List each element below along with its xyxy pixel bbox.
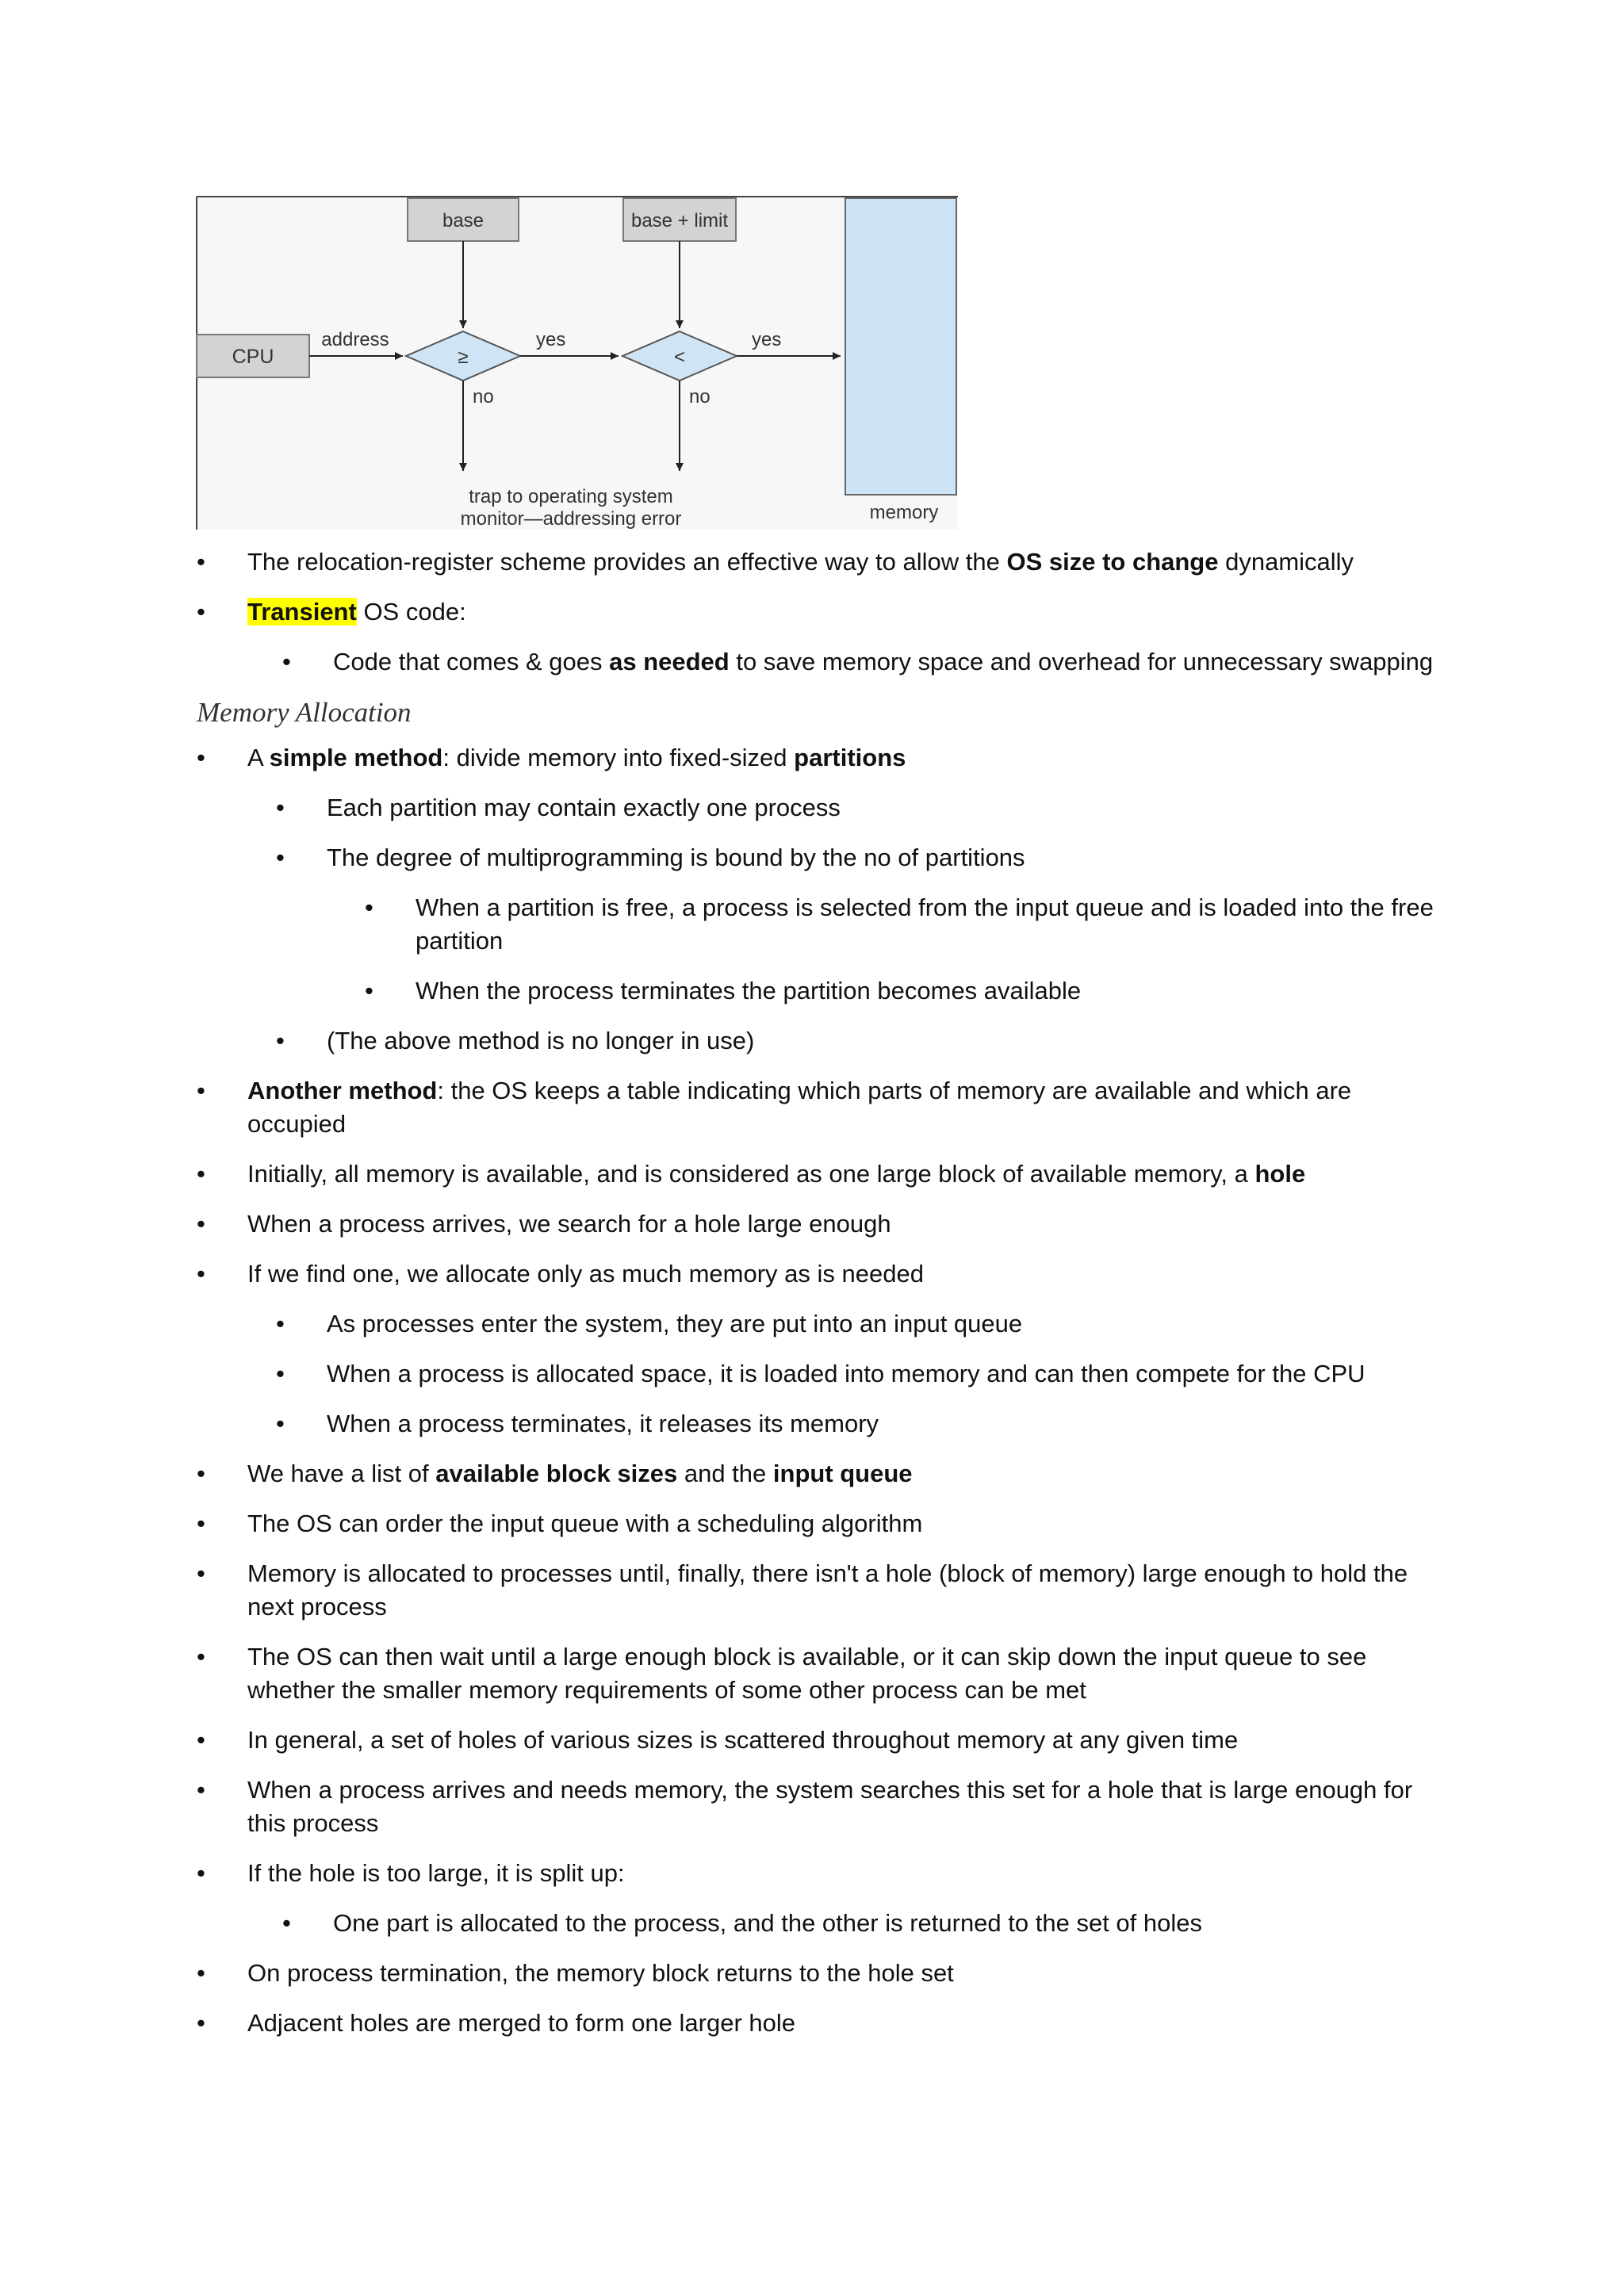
bullet-simple-sub2: • The degree of multiprogramming is bound by the no of partitions xyxy=(276,844,1025,871)
bullet-general: • In general, a set of holes of various sizes is scattered throughout memory at any given time xyxy=(197,1726,1239,1754)
memory-label: memory xyxy=(869,502,939,523)
bullet-another-method: • Another method: the OS keeps a table indicating which parts of memory are available and which are occupied xyxy=(197,1077,1352,1138)
bullet-simple-sub2-a: • When a partition is free, a process is selected from the input queue and is loaded into the free partition xyxy=(365,894,1434,955)
bullet-transient-sub: • Code that comes & goes as needed to save memory space and overhead for unnecessary swapping xyxy=(282,648,1434,675)
section-heading: Memory Allocation xyxy=(197,697,412,728)
no-label-1: no xyxy=(473,386,494,408)
relocation-diagram xyxy=(0,0,1624,539)
bullet-arrives: • When a process arrives, we search for a hole large enough xyxy=(197,1210,891,1238)
bullet-order: • The OS can order the input queue with a scheduling algorithm xyxy=(197,1510,923,1537)
bullet-find-sub1: • As processes enter the system, they are put into an input queue xyxy=(276,1310,1023,1337)
document-body xyxy=(197,545,1434,2057)
base-label: base xyxy=(442,210,485,232)
memory-block xyxy=(845,198,956,495)
bullet-relocation: • The relocation-register scheme provides an effective way to allow the OS size to change dynamically xyxy=(197,548,1354,576)
compare-ge-symbol: ≥ xyxy=(458,346,469,368)
bullet-allocated: • Memory is allocated to processes until, finally, there isn't a hole (block of memory) large enough to hold the next process xyxy=(197,1559,1408,1621)
bullet-find: • If we find one, we allocate only as much memory as is needed xyxy=(197,1260,924,1288)
yes-label-1: yes xyxy=(536,329,566,350)
bullet-split-sub1: • One part is allocated to the process, and the other is returned to the set of holes xyxy=(282,1909,1202,1937)
trap-label-line1: trap to operating system xyxy=(469,486,673,507)
bullet-split: • If the hole is too large, it is split up: xyxy=(197,1859,625,1887)
compare-lt-symbol: < xyxy=(673,346,686,368)
trap-label-line2: monitor—addressing error xyxy=(460,508,682,530)
cpu-label: CPU xyxy=(232,346,274,368)
bullet-adjacent: • Adjacent holes are merged to form one larger hole xyxy=(197,2009,796,2037)
bullet-transient: • Transient OS code: xyxy=(197,598,466,626)
bullet-wait: • The OS can then wait until a large enough block is available, or it can skip down the input queue to see whether the smaller memory requirements of some other process can be met xyxy=(197,1643,1367,1704)
address-label: address xyxy=(321,329,389,350)
base-limit-label: base + limit xyxy=(630,210,729,232)
bullet-find-sub3: • When a process terminates, it releases its memory xyxy=(276,1410,879,1437)
bullet-termination: • On process termination, the memory block returns to the hole set xyxy=(197,1959,954,1987)
no-label-2: no xyxy=(689,386,710,408)
transient-highlight: Transient xyxy=(247,598,357,626)
bullet-simple-sub1: • Each partition may contain exactly one process xyxy=(276,794,841,821)
bullet-needs: • When a process arrives and needs memory, the system searches this set for a hole that is large enough for this process xyxy=(197,1776,1413,1837)
bullet-list: • We have a list of available block sizes and the input queue xyxy=(197,1460,913,1487)
bullet-initially: • Initially, all memory is available, and is considered as one large block of available memory, a hole xyxy=(197,1160,1306,1188)
bullet-simple-sub3: • (The above method is no longer in use) xyxy=(276,1027,755,1054)
bullet-simple-method: • A simple method: divide memory into fixed-sized partitions xyxy=(197,744,906,771)
bullet-find-sub2: • When a process is allocated space, it is loaded into memory and can then compete for the CPU xyxy=(276,1360,1365,1387)
bullet-simple-sub2-b: • When the process terminates the partition becomes available xyxy=(365,977,1082,1004)
diagram-background xyxy=(197,197,958,530)
yes-label-2: yes xyxy=(752,329,782,350)
